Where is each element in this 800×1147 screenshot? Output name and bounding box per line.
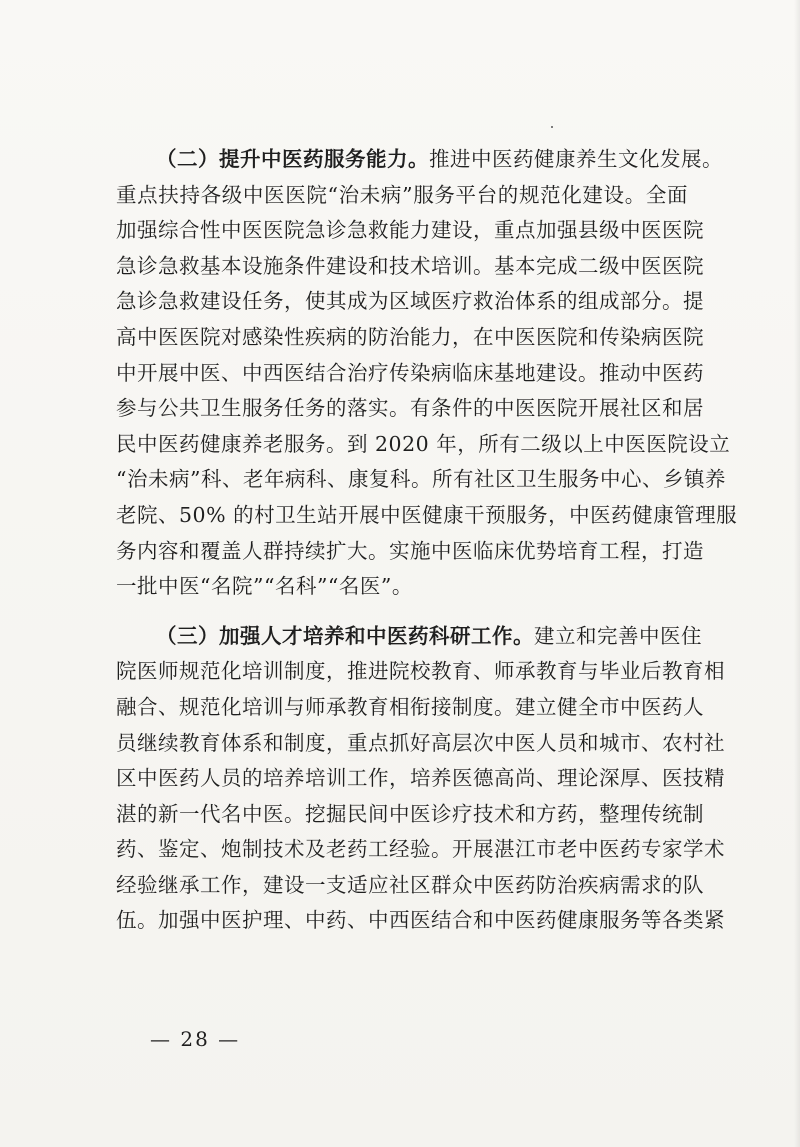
paragraph-line: 老院、50% 的村卫生站开展中医健康干预服务，中医药健康管理服 [116,502,738,527]
paragraph-line: 院医师规范化培训制度，推进院校教育、师承教育与毕业后教育相 [116,659,725,684]
paragraph-line: 中开展中医、中西医结合治疗传染病临床基地建设。推动中医药 [116,360,704,385]
section-heading: （三）加强人才培养和中医药科研工作。 [156,623,534,648]
paragraph-line: 经验继承工作，建设一支适应社区群众中医药防治疾病需求的队 [116,872,704,897]
paragraph-line: 员继续教育体系和制度，重点抓好高层次中医人员和城市、农村社 [116,730,725,755]
section-2 [116,142,738,605]
scan-speck [551,126,553,128]
body-text [116,142,738,939]
section-3 [116,619,725,939]
paragraph-line: 急诊急救建设任务，使其成为区域医疗救治体系的组成部分。提 [116,289,704,314]
page-number: — 28 — [150,1027,241,1051]
paragraph-first-line [116,619,702,655]
paragraph-line: 高中医医院对感染性疾病的防治能力，在中医医院和传染病医院 [116,324,704,349]
paragraph-line: 加强综合性中医医院急诊急救能力建设，重点加强县级中医医院 [116,218,704,243]
section-heading: （二）提升中医药服务能力。 [156,147,429,171]
paragraph-line: 药、鉴定、炮制技术及老药工经验。开展湛江市老中医药专家学术 [116,837,725,862]
paragraph-text: 推进中医药健康养生文化发展。 [429,147,723,171]
paragraph-line: “治未病”科、老年病科、康复科。所有社区卫生服务中心、乡镇养 [116,467,726,492]
paragraph-line: 湛的新一代名中医。挖掘民间中医诊疗技术和方药，整理传统制 [116,801,704,826]
paragraph-line: 重点扶持各级中医医院“治未病”服务平台的规范化建设。全面 [116,182,688,207]
paragraph-line: 急诊急救基本设施条件建设和技术培训。基本完成二级中医医院 [116,253,704,278]
paragraph-line: 区中医药人员的培养培训工作，培养医德高尚、理论深厚、医技精 [116,766,725,791]
paragraph-line: 一批中医“名院”“名科”“名医”。 [116,574,413,599]
paragraph-line: 民中医药健康养老服务。到 2020 年，所有二级以上中医医院设立 [116,431,731,456]
paragraph-line: 融合、规范化培训与师承教育相衔接制度。建立健全市中医药人 [116,694,704,719]
paragraph-line: 务内容和覆盖人群持续扩大。实施中医临床优势培育工程，打造 [116,538,704,563]
paragraph-line: 参与公共卫生服务任务的落实。有条件的中医医院开展社区和居 [116,396,704,421]
paragraph-gap [116,605,688,619]
scan-edge [794,0,800,1147]
paragraph-first-line [116,142,723,178]
paragraph-text: 建立和完善中医住 [534,623,702,648]
paragraph-line: 伍。加强中医护理、中药、中西医结合和中医药健康服务等各类紧 [116,908,725,933]
